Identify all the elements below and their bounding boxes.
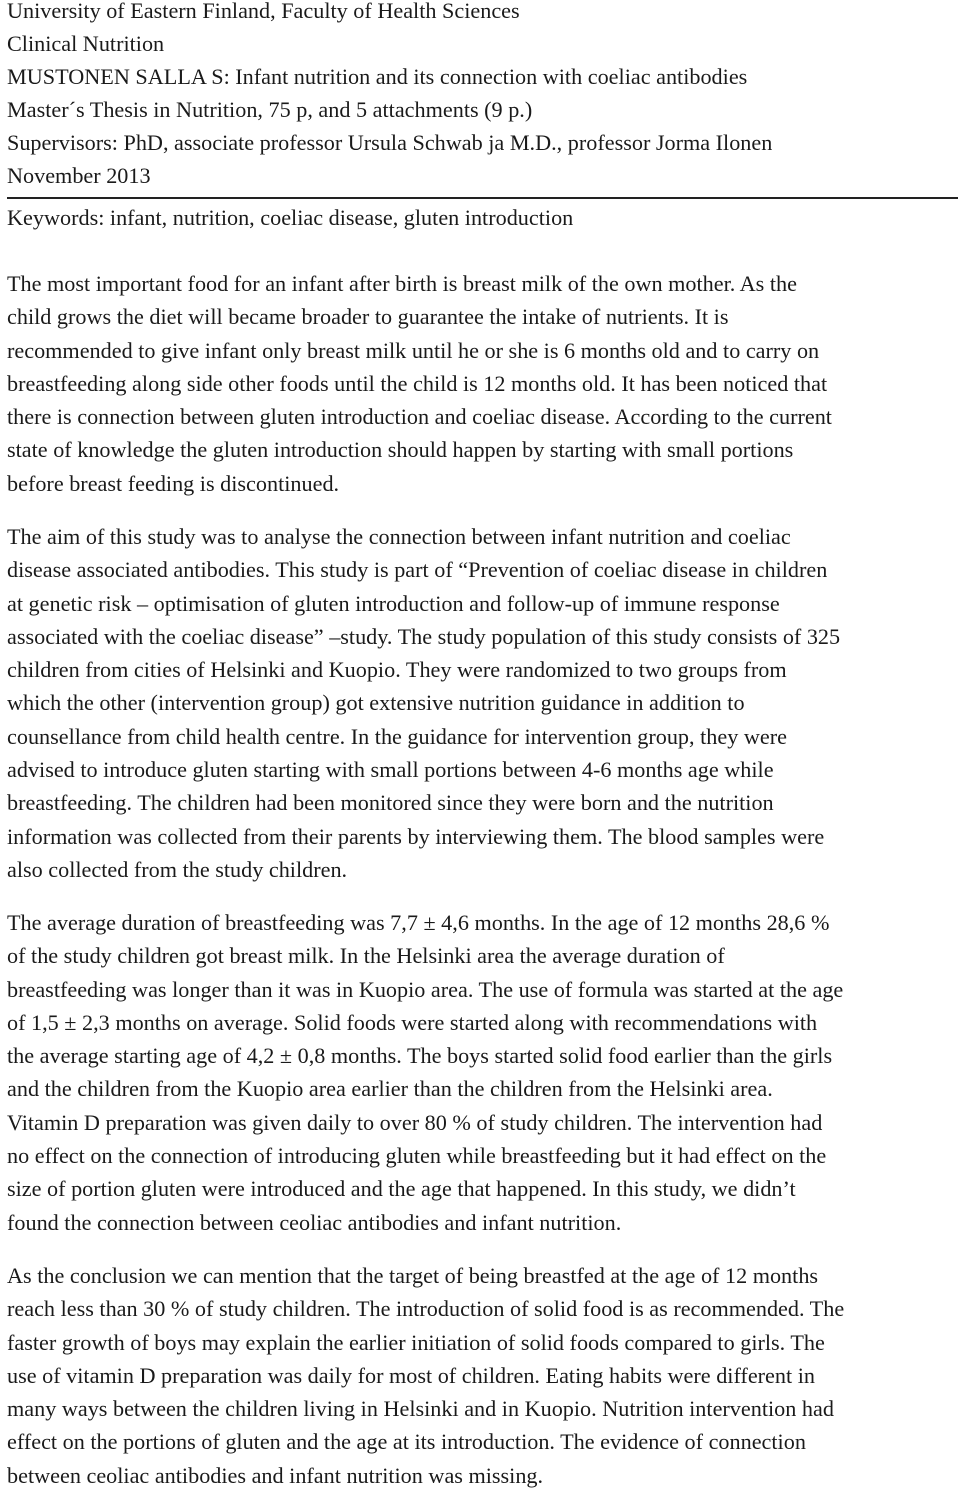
text-line: many ways between the children living in Helsinki and in Kuopio. Nutrition intervention had (7, 1396, 834, 1422)
text-line: the average starting age of 4,2 ± 0,8 months. The boys started solid food earlier than the girls (7, 1043, 833, 1069)
header-thesis-info: Master´s Thesis in Nutrition, 75 p, and 5 attachments (9 p.) (7, 97, 533, 122)
text-line: advised to introduce gluten starting with small portions between 4-6 months age while (7, 757, 774, 783)
abstract-paragraph-conclusion (7, 1259, 955, 1492)
header-university: University of Eastern Finland, Faculty of Health Sciences (7, 0, 520, 23)
text-line: which the other (intervention group) got extensive nutrition guidance in addition to (7, 690, 745, 716)
text-line: As the conclusion we can mention that the target of being breastfed at the age of 12 months (7, 1263, 819, 1288)
text-line: size of portion gluten were introduced and the age that happened. In this study, we didn’t (7, 1176, 796, 1202)
text-line: faster growth of boys may explain the earlier initiation of solid foods compared to girls. The (7, 1329, 825, 1355)
text-line: of 1,5 ± 2,3 months on average. Solid foods were started along with recommendations with (7, 1009, 818, 1035)
text-line: found the connection between ceoliac antibodies and infant nutrition. (7, 1209, 622, 1235)
text-line: Vitamin D preparation was given daily to over 80 % of study children. The intervention had (7, 1109, 823, 1135)
header-divider (7, 197, 958, 199)
text-line: at genetic risk – optimisation of gluten introduction and follow-up of immune response (7, 590, 780, 616)
header-supervisors: Supervisors: PhD, associate professor Ursula Schwab ja M.D., professor Jorma Ilonen (7, 130, 773, 155)
header-department: Clinical Nutrition (7, 31, 165, 56)
text-line: of the study children got breast milk. In the Helsinki area the average duration of (7, 943, 725, 969)
text-line: also collected from the study children. (7, 856, 348, 882)
thesis-header (7, 0, 772, 192)
text-line: child grows the diet will became broader to guarantee the intake of nutrients. It is (7, 304, 729, 330)
text-line: reach less than 30 % of study children. The introduction of solid food is as recommended. The (7, 1296, 845, 1322)
text-line: before breast feeding is discontinued. (7, 470, 340, 496)
text-line: there is connection between gluten introduction and coeliac disease. According to the current (7, 404, 832, 430)
text-line: recommended to give infant only breast milk until he or she is 6 months old and to carry on (7, 337, 820, 363)
text-line: breastfeeding. The children had been monitored since they were born and the nutrition (7, 790, 774, 816)
keywords-line: Keywords: infant, nutrition, coeliac disease, gluten introduction (7, 205, 574, 230)
text-line: The most important food for an infant after birth is breast milk of the own mother. As the (7, 271, 797, 296)
text-line: associated with the coeliac disease” –study. The study population of this study consists of 325 (7, 623, 841, 649)
text-line: The aim of this study was to analyse the connection between infant nutrition and coeliac (7, 524, 791, 549)
text-line: and the children from the Kuopio area earlier than the children from the Helsinki area. (7, 1076, 773, 1102)
header-date: November 2013 (7, 163, 151, 188)
text-line: effect on the portions of gluten and the age at its introduction. The evidence of connection (7, 1429, 806, 1455)
abstract-paragraph-background (7, 267, 955, 500)
text-line: The average duration of breastfeeding was 7,7 ± 4,6 months. In the age of 12 months 28,6 % (7, 910, 830, 935)
text-line: disease associated antibodies. This study is part of “Prevention of coeliac disease in children (7, 557, 828, 583)
abstract-paragraph-aim (7, 520, 955, 886)
text-line: information was collected from their parents by interviewing them. The blood samples were (7, 823, 825, 849)
header-author-title: MUSTONEN SALLA S: Infant nutrition and its connection with coeliac antibodies (7, 64, 748, 89)
text-line: breastfeeding was longer than it was in Kuopio area. The use of formula was started at the age (7, 976, 844, 1002)
text-line: use of vitamin D preparation was daily for most of children. Eating habits were different in (7, 1362, 815, 1388)
text-line: breastfeeding along side other foods until the child is 12 months old. It has been noticed that (7, 370, 828, 396)
abstract-paragraph-results (7, 906, 955, 1239)
text-line: between ceoliac antibodies and infant nutrition was missing. (7, 1462, 544, 1488)
text-line: no effect on the connection of introducing gluten while breastfeeding but it had effect on the (7, 1143, 827, 1169)
text-line: counsellance from child health centre. In the guidance for intervention group, they were (7, 723, 787, 749)
text-line: state of knowledge the gluten introduction should happen by starting with small portions (7, 437, 794, 463)
text-line: children from cities of Helsinki and Kuopio. They were randomized to two groups from (7, 657, 787, 683)
